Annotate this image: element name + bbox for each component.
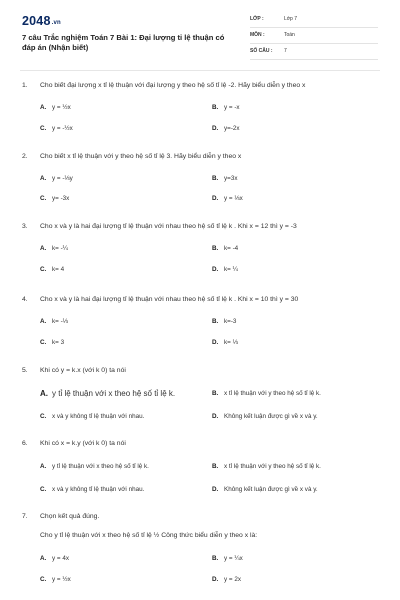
option-label: D. <box>212 266 219 273</box>
option-label: A. <box>40 245 47 252</box>
question-text: Khi có x = k.y (với k 0) ta nói <box>40 440 126 447</box>
question-text: Cho biết x tỉ lệ thuận với y theo hệ số tỉ lệ 3. Hãy biểu diễn y theo x <box>40 153 242 160</box>
question-text: Chọn kết quả đúng. <box>40 513 100 520</box>
option-text: x và y không tỉ lệ thuận với nhau. <box>52 413 145 420</box>
option-text: y = -x <box>224 104 240 111</box>
option-c[interactable] <box>40 413 144 420</box>
option-text: k=-3 <box>224 318 237 325</box>
meta-key: SỐ CÂU : <box>250 48 273 54</box>
option-label: B. <box>212 104 219 111</box>
option-c[interactable] <box>40 576 71 583</box>
option-label: C. <box>40 576 47 583</box>
option-b[interactable] <box>212 555 243 562</box>
option-b[interactable] <box>212 104 240 111</box>
question-subtext: Cho y tỉ lệ thuận với x theo hệ số tỉ lệ ½ Công thức biểu diễn y theo x là: <box>40 532 258 539</box>
option-label: A. <box>40 104 47 111</box>
option-label: B. <box>212 463 219 470</box>
option-c[interactable] <box>40 266 64 273</box>
option-label: B. <box>212 318 219 325</box>
logo-text: 2048 <box>22 14 51 28</box>
option-d[interactable] <box>212 486 318 493</box>
option-text: y tỉ lệ thuận với x theo hệ số tỉ lệ k. <box>52 463 149 470</box>
option-label: A. <box>40 318 47 325</box>
option-d[interactable] <box>212 125 240 132</box>
option-label: D. <box>212 413 219 420</box>
option-text: y tỉ lệ thuận với x theo hệ số tỉ lệ k. <box>52 389 176 398</box>
option-text: k= -4 <box>224 245 239 252</box>
option-a[interactable] <box>40 175 73 182</box>
meta-value: Toán <box>284 32 295 38</box>
header-divider <box>20 70 380 71</box>
meta-key: LỚP : <box>250 16 264 22</box>
option-label: D. <box>212 339 219 346</box>
question-number: 4. <box>22 296 28 303</box>
option-a[interactable] <box>40 555 69 562</box>
option-label: D. <box>212 125 219 132</box>
option-label: A. <box>40 555 47 562</box>
option-b[interactable] <box>212 245 238 252</box>
meta-row-subject <box>250 30 378 44</box>
option-a[interactable] <box>40 389 175 398</box>
document-title: 7 câu Trắc nghiệm Toán 7 Bài 1: Đại lượng tỉ lệ thuận có đáp án (Nhận biết) <box>22 33 225 52</box>
meta-key: MÔN : <box>250 32 265 38</box>
option-text: Không kết luận được gì về x và y. <box>224 486 318 493</box>
question-number: 7. <box>22 513 28 520</box>
option-text: k= 4 <box>52 266 65 273</box>
option-d[interactable] <box>212 576 241 583</box>
option-d[interactable] <box>212 195 243 202</box>
option-label: C. <box>40 339 47 346</box>
option-c[interactable] <box>40 195 69 202</box>
option-text: y = 2x <box>224 576 241 583</box>
option-b[interactable] <box>212 390 321 397</box>
option-a[interactable] <box>40 245 68 252</box>
question-number: 1. <box>22 82 28 89</box>
option-a[interactable] <box>40 318 68 325</box>
option-text: Không kết luận được gì về x và y. <box>224 413 318 420</box>
option-label: C. <box>40 266 47 273</box>
option-text: y = ½x <box>52 104 71 111</box>
meta-value: 7 <box>284 48 287 54</box>
site-logo[interactable] <box>22 14 61 28</box>
option-label: B. <box>212 175 219 182</box>
option-label: D. <box>212 576 219 583</box>
question-text: Khi có y = k.x (với k 0) ta nói <box>40 367 126 374</box>
option-a[interactable] <box>40 463 149 470</box>
option-label: C. <box>40 413 47 420</box>
option-label: A. <box>40 175 47 182</box>
option-label: A. <box>40 463 47 470</box>
option-label: C. <box>40 195 47 202</box>
option-d[interactable] <box>212 266 238 273</box>
question-text: Cho biết đại lượng x tỉ lệ thuận với đại lượng y theo hệ số tỉ lệ -2. Hãy biểu diễn y theo x <box>40 82 306 89</box>
option-text: y= -3x <box>52 195 70 202</box>
option-label: C. <box>40 486 47 493</box>
option-label: B. <box>212 245 219 252</box>
meta-row-class <box>250 14 378 28</box>
meta-value: Lớp 7 <box>284 16 298 22</box>
option-text: x và y không tỉ lệ thuận với nhau. <box>52 486 145 493</box>
option-text: x tỉ lệ thuận với y theo hệ số tỉ lệ k. <box>224 463 321 470</box>
option-label: B. <box>212 390 219 397</box>
option-text: y = -⅓y <box>52 175 73 182</box>
option-text: x tỉ lệ thuận với y theo hệ số tỉ lệ k. <box>224 390 321 397</box>
meta-panel <box>250 14 378 62</box>
option-text: y=3x <box>224 175 238 182</box>
option-text: y = -½x <box>52 125 73 132</box>
meta-row-count <box>250 46 378 60</box>
option-text: y = ¼x <box>224 555 243 562</box>
question-text: Cho x và y là hai đại lượng tỉ lệ thuận với nhau theo hệ số tỉ lệ k . Khi x = 10 thì y = 30 <box>40 296 299 303</box>
option-c[interactable] <box>40 125 73 132</box>
option-label: C. <box>40 125 47 132</box>
question-number: 5. <box>22 367 28 374</box>
option-label: A. <box>40 389 48 398</box>
option-label: D. <box>212 486 219 493</box>
logo-suffix: .vn <box>51 20 61 26</box>
option-label: B. <box>212 555 219 562</box>
option-b[interactable] <box>212 175 237 182</box>
option-text: k= ⅓ <box>224 339 238 346</box>
question-number: 3. <box>22 223 28 230</box>
option-text: k= ¼ <box>224 266 238 273</box>
option-label: D. <box>212 195 219 202</box>
option-c[interactable] <box>40 486 144 493</box>
option-text: k= 3 <box>52 339 65 346</box>
option-b[interactable] <box>212 318 236 325</box>
option-b[interactable] <box>212 463 321 470</box>
document-header <box>0 0 400 68</box>
option-text: k= -⅓ <box>52 318 68 325</box>
option-text: y = ⅓x <box>224 195 243 202</box>
question-number: 6. <box>22 440 28 447</box>
option-text: k= -¼ <box>52 245 68 252</box>
option-c[interactable] <box>40 339 64 346</box>
option-d[interactable] <box>212 339 238 346</box>
option-text: y=-2x <box>224 125 240 132</box>
option-text: y = 4x <box>52 555 69 562</box>
question-number: 2. <box>22 153 28 160</box>
option-text: y = ½x <box>52 576 71 583</box>
option-a[interactable] <box>40 104 71 111</box>
question-text: Cho x và y là hai đại lượng tỉ lệ thuận với nhau theo hệ số tỉ lệ k . Khi x = 12 thì y = -3 <box>40 223 297 230</box>
option-d[interactable] <box>212 413 318 420</box>
